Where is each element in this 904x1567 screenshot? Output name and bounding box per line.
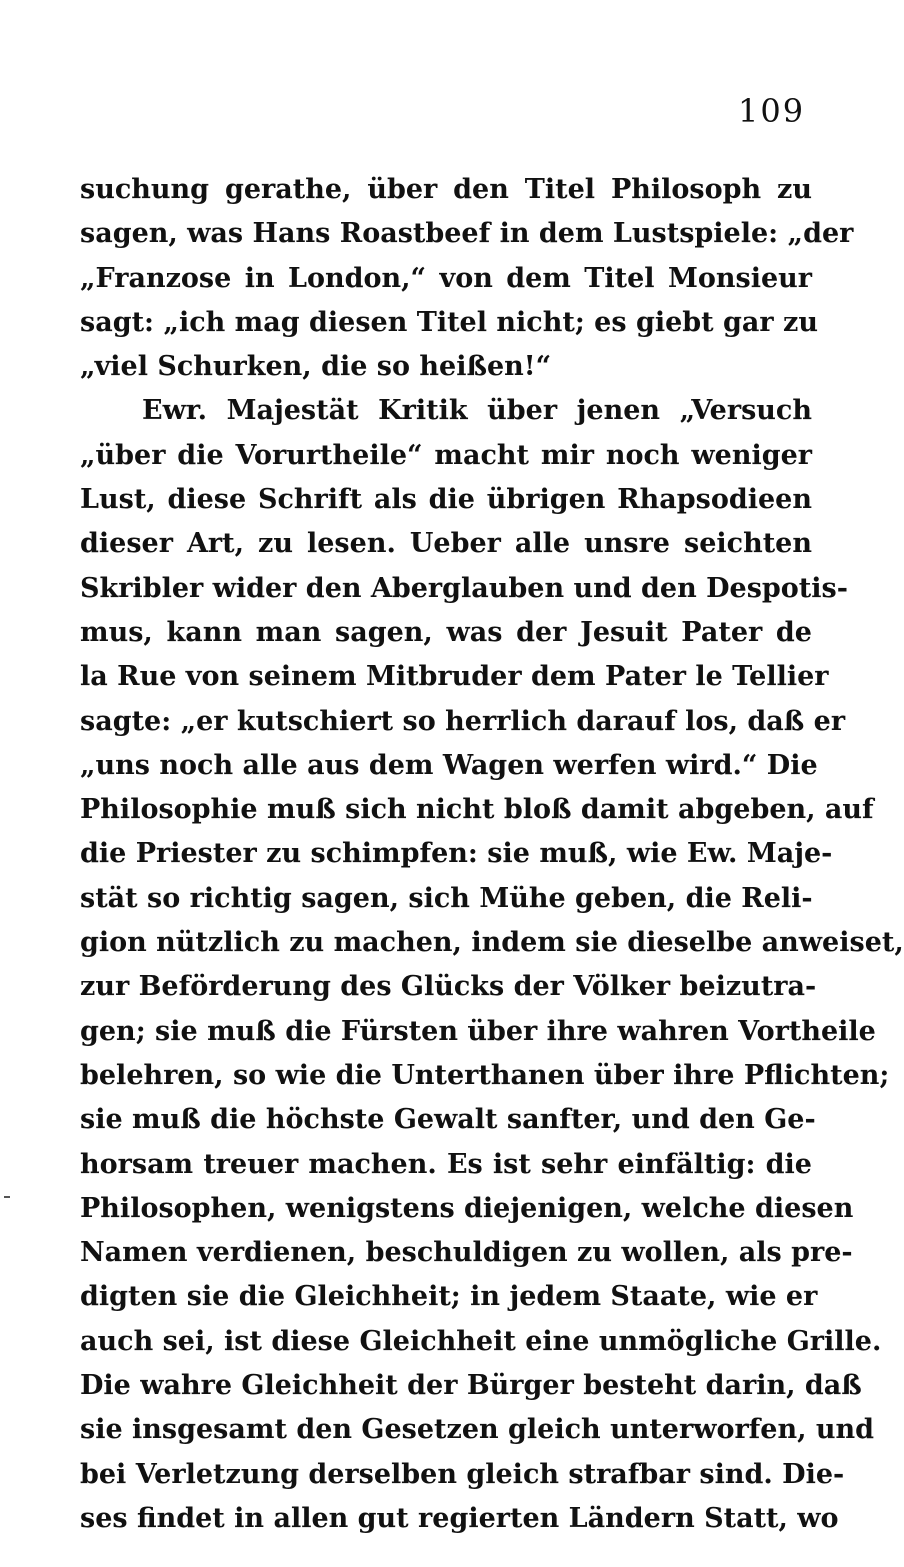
text-line: sagte: „er kutschiert so herrlich darauf los, daß er (80, 705, 846, 737)
text-line: Die wahre Gleichheit der Bürger besteht darin, daß (80, 1370, 862, 1402)
text-line: Lust, diese Schrift als die übrigen Rhapsodieen (80, 484, 812, 516)
text-line: „über die Vorurtheile“ macht mir noch weniger (80, 439, 812, 471)
text-line: ses findet in allen gut regierten Ländern Statt, wo (80, 1502, 839, 1534)
text-line: sagen, was Hans Roastbeef in dem Lustspiele: „der (80, 218, 854, 250)
text-line: die Priester zu schimpfen: sie muß, wie Ew. Maje- (80, 838, 833, 870)
text-line: „uns noch alle aus dem Wagen werfen wird.“ Die (80, 749, 818, 781)
text-line: sie insgesamt den Gesetzen gleich unterworfen, und (80, 1414, 875, 1446)
text-line: mus, kann man sagen, was der Jesuit Pater de (80, 616, 812, 648)
text-line: digten sie die Gleichheit; in jedem Staate, wie er (80, 1281, 818, 1313)
text-line: auch sei, ist diese Gleichheit eine unmögliche Grille. (80, 1325, 882, 1357)
text-line: belehren, so wie die Unterthanen über ihre Pflichten; (80, 1059, 890, 1091)
margin-mark (4, 1196, 10, 1198)
text-line: horsam treuer machen. Es ist sehr einfältig: die (80, 1148, 812, 1180)
text-line: suchung gerathe, über den Titel Philosoph zu (80, 174, 812, 205)
text-line: Namen verdienen, beschuldigen zu wollen, als pre- (80, 1237, 853, 1269)
text-line: gen; sie muß die Fürsten über ihre wahren Vortheile (80, 1015, 876, 1047)
body-text (80, 168, 904, 1541)
text-line: „Franzose in London,“ von dem Titel Monsieur (80, 262, 812, 294)
text-line: Skribler wider den Aberglauben und den Despotis- (80, 572, 848, 604)
text-line: bei Verletzung derselben gleich strafbar sind. Die- (80, 1458, 845, 1490)
text-line: sie muß die höchste Gewalt sanfter, und den Ge- (80, 1104, 816, 1136)
text-line: sagt: „ich mag diesen Titel nicht; es giebt gar zu (80, 306, 818, 338)
text-line: zur Beförderung des Glücks der Völker beizutra- (80, 971, 817, 1003)
text-line: stät so richtig sagen, sich Mühe geben, die Reli- (80, 882, 813, 914)
text-line: Philosophen, wenigstens diejenigen, welche diesen (80, 1192, 854, 1224)
page-number: 109 (738, 92, 806, 130)
text-line: gion nützlich zu machen, indem sie dieselbe anweiset, (80, 927, 904, 959)
paragraph-start-line: Ewr. Majestät Kritik über jenen „Versuch (142, 395, 812, 427)
text-line: Philosophie muß sich nicht bloß damit abgeben, auf (80, 794, 874, 826)
text-line: la Rue von seinem Mitbruder dem Pater le Tellier (80, 661, 829, 693)
text-line: „viel Schurken, die so heißen!“ (80, 351, 552, 383)
text-line: dieser Art, zu lesen. Ueber alle unsre seichten (80, 528, 812, 560)
